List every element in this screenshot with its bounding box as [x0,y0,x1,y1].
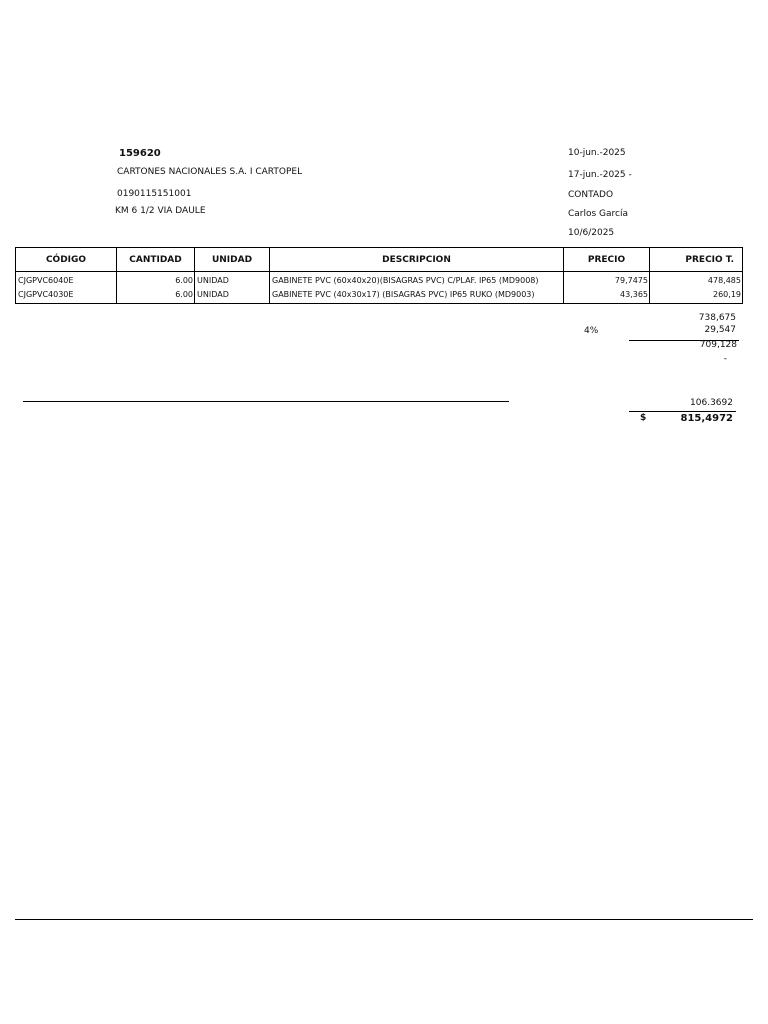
print-date: 10/6/2025 [568,228,615,238]
payment-term: CONTADO [568,190,614,200]
item-description: GABINETE PVC (60x40x20)(BISAGRAS PVC) C/PLAF. IP65 (MD9008) [270,272,564,288]
table-row [16,272,743,288]
column-header-description: DESCRIPCION [270,248,564,272]
table-row [16,287,743,304]
item-price: 43,365 [564,287,650,304]
discount-percent: 4% [584,326,599,336]
net-value: 709,128 [699,340,737,350]
footer-divider [15,919,753,920]
item-quantity: 6.00 [117,287,195,304]
table-header-row [16,248,743,272]
column-header-total: PRECIO T. [650,248,743,272]
item-code: CJGPVC6040E [16,272,117,288]
item-total: 260,19 [650,287,743,304]
seller-name: Carlos García [568,209,629,219]
tax-value: 106.3692 [690,398,733,408]
items-table [15,247,743,304]
column-header-unit: UNIDAD [195,248,270,272]
client-name: CARTONES NACIONALES S.A. I CARTOPEL [117,167,303,177]
document-number: 159620 [119,148,161,159]
item-description: GABINETE PVC (40x30x17) (BISAGRAS PVC) IP65 RUKO (MD9003) [270,287,564,304]
item-quantity: 6.00 [117,272,195,288]
issue-date: 10-jun.-2025 [568,148,626,158]
item-unit: UNIDAD [195,287,270,304]
item-total: 478,485 [650,272,743,288]
currency-symbol: $ [640,413,647,423]
client-address: KM 6 1/2 VIA DAULE [115,206,206,216]
client-ruc: 0190115151001 [117,189,192,199]
subtotal-value: 738,675 [698,313,736,323]
column-header-quantity: CANTIDAD [117,248,195,272]
item-price: 79,7475 [564,272,650,288]
discount-value: 29,547 [704,325,736,335]
item-unit: UNIDAD [195,272,270,288]
zero-rate-value: - [723,354,727,364]
total-divider [629,411,736,412]
column-header-code: CÓDIGO [16,248,117,272]
column-header-price: PRECIO [564,248,650,272]
due-date: 17-jun.-2025 - [568,170,632,180]
signature-line [23,401,509,402]
grand-total-value: 815,4972 [680,413,733,424]
item-code: CJGPVC4030E [16,287,117,304]
